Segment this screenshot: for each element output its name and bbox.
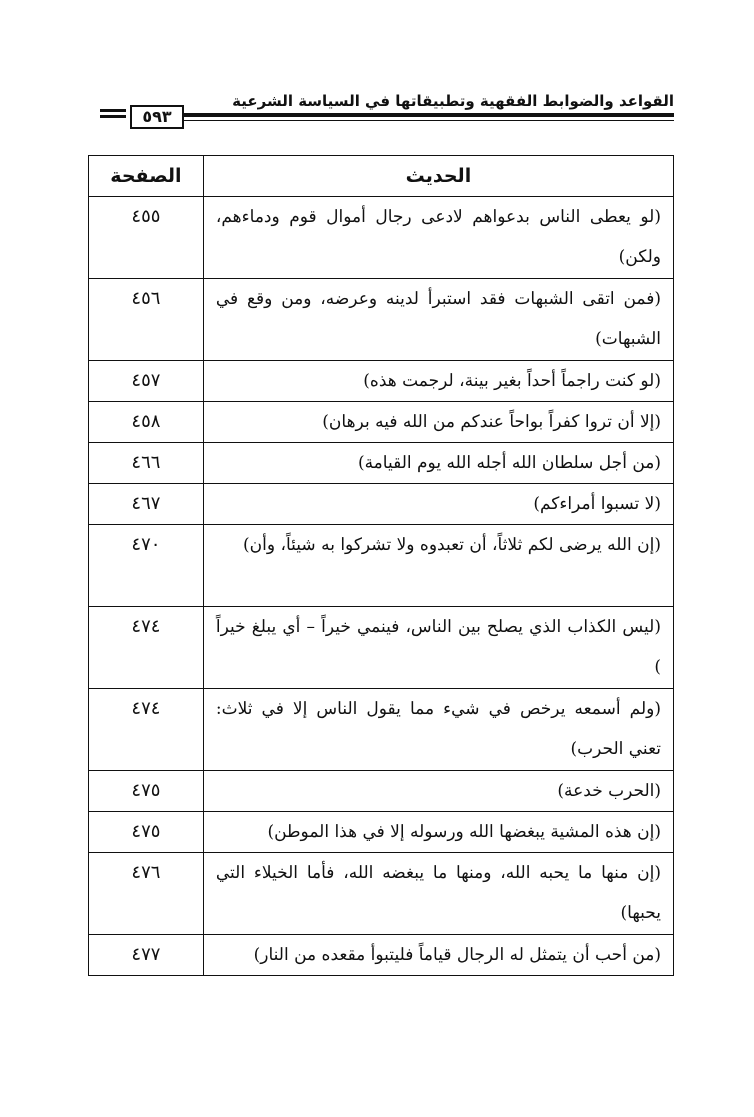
table-row (89, 525, 674, 607)
page-ref: ٤٥٦ (89, 279, 204, 361)
page-ref: ٤٧٠ (89, 525, 204, 607)
hadith-text: (إن هذه المشية يبغضها الله ورسوله إلا في هذا الموطن) (203, 812, 673, 853)
page-ref: ٤٧٤ (89, 607, 204, 689)
page-ref: ٤٦٧ (89, 484, 204, 525)
page-ref: ٤٧٦ (89, 853, 204, 935)
hadith-text: (من أحب أن يتمثل له الرجال قياماً فليتبوأ مقعده من النار) (203, 935, 673, 976)
table-row (89, 484, 674, 525)
hadith-text: (الحرب خدعة) (203, 771, 673, 812)
running-title: القواعد والضوابط الفقهية وتطبيقاتها في السياسة الشرعية (232, 92, 674, 110)
hadith-text: (إن الله يرضى لكم ثلاثاً، أن تعبدوه ولا تشركوا به شيئاً، وأن) (203, 525, 673, 607)
table-row (89, 197, 674, 279)
column-header-hadith: الحديث (203, 156, 673, 197)
page-ref: ٤٥٧ (89, 361, 204, 402)
hadith-text: (إن منها ما يحبه الله، ومنها ما يبغضه الله، فأما الخيلاء التي يحبها) (203, 853, 673, 935)
hadith-text: (إلا أن تروا كفراً بواحاً عندكم من الله فيه برهان) (203, 402, 673, 443)
header-rule-thin (184, 120, 674, 121)
table-header-row (89, 156, 674, 197)
table-row (89, 935, 674, 976)
table-row (89, 853, 674, 935)
hadith-text: (لو يعطى الناس بدعواهم لادعى رجال أموال قوم ودماءهم، ولكن) (203, 197, 673, 279)
header-rule-short (100, 109, 126, 118)
page-number: ٥٩٣ (130, 105, 184, 129)
page-ref: ٤٧٥ (89, 812, 204, 853)
table-row (89, 402, 674, 443)
table-row (89, 279, 674, 361)
hadith-text: (ليس الكذاب الذي يصلح بين الناس، فينمي خيراً – أي يبلغ خيراً ) (203, 607, 673, 689)
page-ref: ٤٥٨ (89, 402, 204, 443)
page-header (100, 88, 674, 132)
hadith-text: (لا تسبوا أمراءكم) (203, 484, 673, 525)
hadith-text: (لو كنت راجماً أحداً بغير بينة، لرجمت هذه) (203, 361, 673, 402)
table-row (89, 771, 674, 812)
page-ref: ٤٧٧ (89, 935, 204, 976)
hadith-text: (ولم أسمعه يرخص في شيء مما يقول الناس إلا في ثلاث: تعني الحرب) (203, 689, 673, 771)
page-ref: ٤٧٤ (89, 689, 204, 771)
table-row (89, 689, 674, 771)
page-ref: ٤٥٥ (89, 197, 204, 279)
table-row (89, 443, 674, 484)
column-header-page: الصفحة (89, 156, 204, 197)
table-row (89, 361, 674, 402)
table-row (89, 812, 674, 853)
page-ref: ٤٧٥ (89, 771, 204, 812)
page-ref: ٤٦٦ (89, 443, 204, 484)
hadith-text: (من أجل سلطان الله أجله الله يوم القيامة) (203, 443, 673, 484)
hadith-index-table (88, 155, 674, 976)
hadith-text: (فمن اتقى الشبهات فقد استبرأ لدينه وعرضه، ومن وقع في الشبهات) (203, 279, 673, 361)
table-row (89, 607, 674, 689)
header-rule-thick (184, 113, 674, 117)
